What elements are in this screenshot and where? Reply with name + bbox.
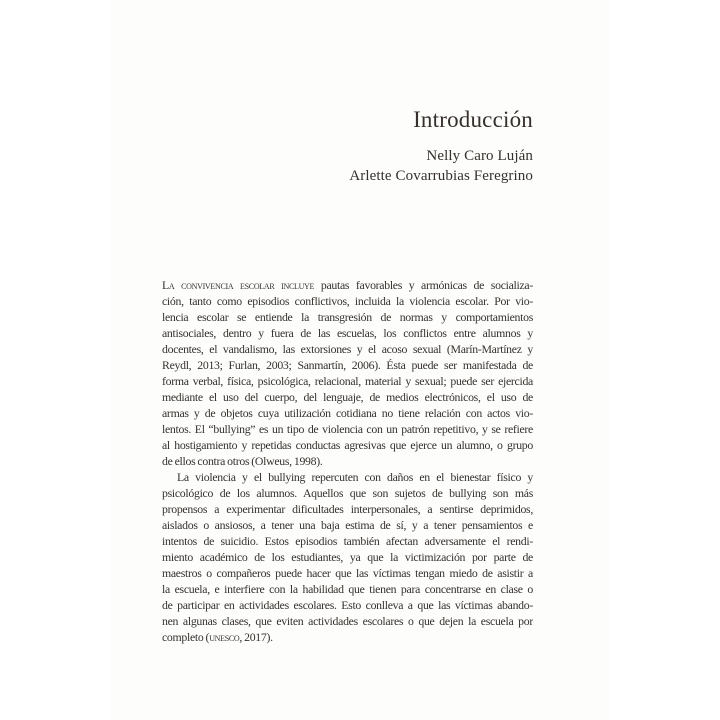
text-line: mediante el uso del cuerpo, del lenguaje, de medios electrónicos, el uso de <box>162 390 533 404</box>
text-line: forma verbal, física, psicológica, relacional, material y sexual; puede ser ejercida <box>162 374 533 388</box>
paragraph-2 <box>162 469 533 645</box>
line-text: pautas favorables y armónicas de socializa- <box>320 278 533 292</box>
text-line: lentos. El “bullying” es un tipo de violencia con un patrón repetitivo, y se refiere <box>162 422 533 436</box>
text-line: La violencia y el bullying repercuten con daños en el bienestar físico y <box>177 470 533 484</box>
text-line: psicológico de los alumnos. Aquellos que son sujetos de bullying son más <box>162 486 533 500</box>
body-text <box>162 277 533 645</box>
chapter-header <box>162 106 533 186</box>
text-line: antisociales, dentro y fuera de las escuelas, los conflictos entre alumnos y <box>162 326 533 340</box>
author-line: Nelly Caro Luján <box>426 148 533 164</box>
text-line: de ellos contra otros (Olweus, 1998). <box>162 454 323 468</box>
line-text: , 2017). <box>239 630 273 644</box>
text-line: la escuela, e interfiere con la habilidad que tienen para concentrarse en clase o <box>162 582 533 596</box>
chapter-title: Introducción <box>413 107 533 132</box>
text-line <box>162 277 533 293</box>
text-line: de participar en actividades escolares. Esto conlleva a que las víctimas abando- <box>162 598 533 612</box>
text-line: propensos a experimentar dificultades interpersonales, a sentirse deprimidos, <box>162 502 533 516</box>
text-line: lencia escolar se entiende la transgresión de normas y comportamientos <box>162 310 533 324</box>
author-list <box>162 146 533 186</box>
text-line: docentes, el vandalismo, las extorsiones y el acoso sexual (Marín-Martínez y <box>162 342 533 356</box>
text-line: ción, tanto como episodios conflictivos, incluida la violencia escolar. Por vio- <box>162 294 533 308</box>
author-line: Arlette Covarrubias Feregrino <box>349 168 533 184</box>
paragraph-1 <box>162 277 533 469</box>
text-line: nen algunas clases, que eviten actividades escolares o que dejen la escuela por <box>162 614 533 628</box>
smallcaps-lead: La convivencia escolar incluye <box>162 278 315 292</box>
text-line: al hostigamiento y repetidas conductas agresivas que ejerce un alumno, o grupo <box>162 438 533 452</box>
text-line: miento académico de los estudiantes, ya que la victimización por parte de <box>162 550 533 564</box>
text-line <box>162 629 533 645</box>
smallcaps-acronym: unesco <box>209 630 240 644</box>
text-line: maestros o compañeros puede hacer que las víctimas tengan miedo de asistir a <box>162 566 533 580</box>
line-text: completo ( <box>162 630 210 644</box>
text-line: intentos de suicidio. Estos episodios también afectan adversamente el rendi- <box>162 534 533 548</box>
text-line: armas y de objetos cuya utilización cotidiana no tiene relación con actos vio- <box>162 406 533 420</box>
text-line: Reydl, 2013; Furlan, 2003; Sanmartín, 2006). Ésta puede ser manifestada de <box>162 358 533 372</box>
text-line: aislados o ansiosos, a tener una baja estima de sí, y a tener pensamientos e <box>162 518 533 532</box>
